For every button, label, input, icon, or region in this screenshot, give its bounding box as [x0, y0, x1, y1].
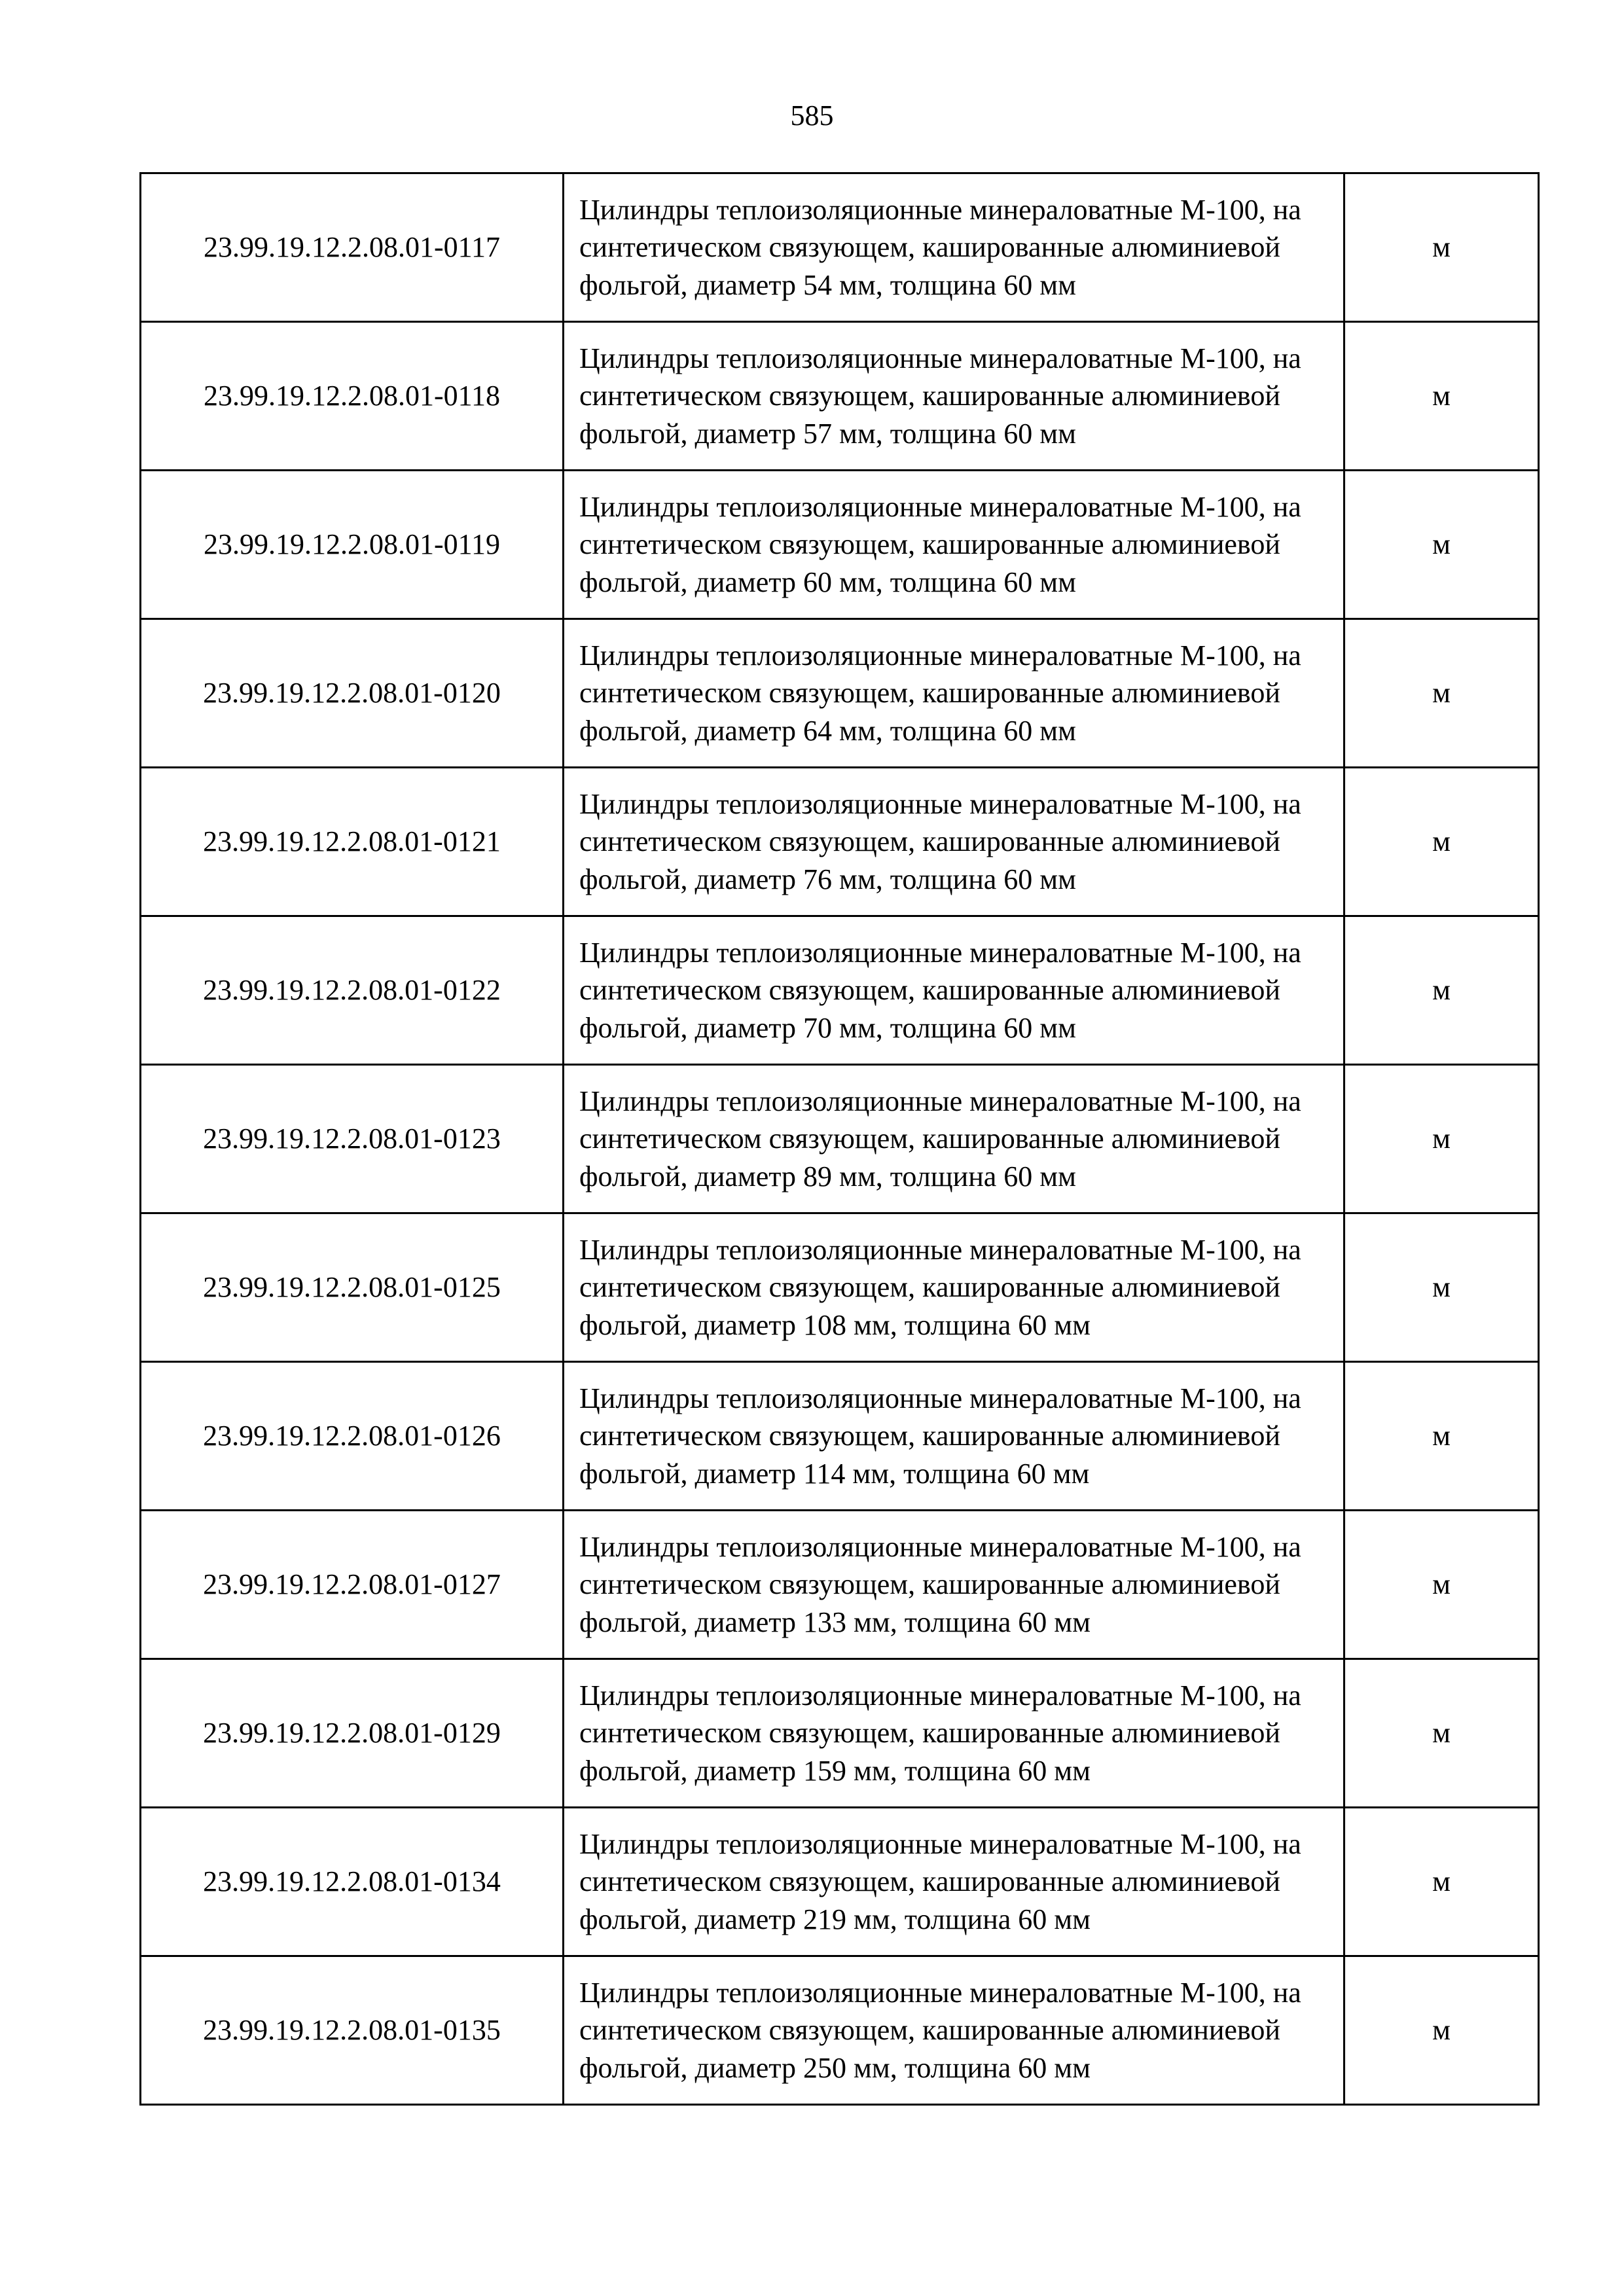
material-description-cell: [564, 1956, 1344, 2105]
material-code-cell: 23.99.19.12.2.08.01-0121: [141, 768, 564, 916]
material-description: Цилиндры теплоизоляционные минераловатные М-100, на синтетическом связующем, кашированные алюминиевой фольгой, диаметр 108 мм, толщина 60 мм: [579, 1233, 1301, 1341]
material-description: Цилиндры теплоизоляционные минераловатные М-100, на синтетическом связующем, кашированные алюминиевой фольгой, диаметр 70 мм, толщина 60 мм: [579, 936, 1301, 1044]
material-description: Цилиндры теплоизоляционные минераловатные М-100, на синтетическом связующем, кашированные алюминиевой фольгой, диаметр 76 мм, толщина 60 мм: [579, 787, 1301, 895]
unit-cell: м: [1344, 1065, 1539, 1213]
material-description-cell: [564, 471, 1344, 619]
table-row: [141, 322, 1539, 471]
table-row: [141, 619, 1539, 768]
unit-cell: м: [1344, 1511, 1539, 1659]
unit-cell: м: [1344, 1808, 1539, 1956]
material-description: Цилиндры теплоизоляционные минераловатные М-100, на синтетическом связующем, кашированные алюминиевой фольгой, диаметр 219 мм, толщина 60 мм: [579, 1827, 1301, 1935]
material-description: Цилиндры теплоизоляционные минераловатные М-100, на синтетическом связующем, кашированные алюминиевой фольгой, диаметр 114 мм, толщина 60 мм: [579, 1382, 1301, 1490]
material-description-cell: [564, 916, 1344, 1065]
unit-cell: м: [1344, 1213, 1539, 1362]
unit-cell: м: [1344, 1362, 1539, 1511]
unit-cell: м: [1344, 322, 1539, 471]
material-code-cell: 23.99.19.12.2.08.01-0118: [141, 322, 564, 471]
page-number: 585: [790, 99, 834, 132]
material-description-cell: [564, 1659, 1344, 1808]
unit-cell: м: [1344, 1956, 1539, 2105]
material-code-cell: 23.99.19.12.2.08.01-0117: [141, 173, 564, 322]
table-row: [141, 768, 1539, 916]
material-code-cell: 23.99.19.12.2.08.01-0129: [141, 1659, 564, 1808]
table-row: [141, 916, 1539, 1065]
material-code-cell: 23.99.19.12.2.08.01-0119: [141, 471, 564, 619]
unit-cell: м: [1344, 173, 1539, 322]
material-description: Цилиндры теплоизоляционные минераловатные М-100, на синтетическом связующем, кашированные алюминиевой фольгой, диаметр 54 мм, толщина 60 мм: [579, 193, 1301, 301]
table-row: [141, 1362, 1539, 1511]
unit-cell: м: [1344, 916, 1539, 1065]
material-description: Цилиндры теплоизоляционные минераловатные М-100, на синтетическом связующем, кашированные алюминиевой фольгой, диаметр 159 мм, толщина 60 мм: [579, 1679, 1301, 1787]
materials-table-body: [141, 173, 1539, 2105]
material-description-cell: [564, 1065, 1344, 1213]
table-row: [141, 1511, 1539, 1659]
material-description-cell: [564, 173, 1344, 322]
unit-cell: м: [1344, 619, 1539, 768]
material-code-cell: 23.99.19.12.2.08.01-0127: [141, 1511, 564, 1659]
material-description: Цилиндры теплоизоляционные минераловатные М-100, на синтетическом связующем, кашированные алюминиевой фольгой, диаметр 60 мм, толщина 60 мм: [579, 490, 1301, 598]
material-description-cell: [564, 1213, 1344, 1362]
table-row: [141, 1808, 1539, 1956]
table-row: [141, 173, 1539, 322]
material-code-cell: 23.99.19.12.2.08.01-0122: [141, 916, 564, 1065]
material-description: Цилиндры теплоизоляционные минераловатные М-100, на синтетическом связующем, кашированные алюминиевой фольгой, диаметр 57 мм, толщина 60 мм: [579, 342, 1301, 450]
unit-cell: м: [1344, 768, 1539, 916]
material-code-cell: 23.99.19.12.2.08.01-0120: [141, 619, 564, 768]
material-description: Цилиндры теплоизоляционные минераловатные М-100, на синтетическом связующем, кашированные алюминиевой фольгой, диаметр 64 мм, толщина 60 мм: [579, 639, 1301, 747]
material-description-cell: [564, 1808, 1344, 1956]
table-row: [141, 1213, 1539, 1362]
material-code-cell: 23.99.19.12.2.08.01-0123: [141, 1065, 564, 1213]
material-description-cell: [564, 322, 1344, 471]
unit-cell: м: [1344, 1659, 1539, 1808]
material-description-cell: [564, 619, 1344, 768]
material-description: Цилиндры теплоизоляционные минераловатные М-100, на синтетическом связующем, кашированные алюминиевой фольгой, диаметр 133 мм, толщина 60 мм: [579, 1530, 1301, 1638]
material-description-cell: [564, 1511, 1344, 1659]
material-description-cell: [564, 768, 1344, 916]
material-code-cell: 23.99.19.12.2.08.01-0126: [141, 1362, 564, 1511]
material-code-cell: 23.99.19.12.2.08.01-0135: [141, 1956, 564, 2105]
material-description: Цилиндры теплоизоляционные минераловатные М-100, на синтетическом связующем, кашированные алюминиевой фольгой, диаметр 250 мм, толщина 60 мм: [579, 1976, 1301, 2084]
material-description-cell: [564, 1362, 1344, 1511]
unit-cell: м: [1344, 471, 1539, 619]
material-code-cell: 23.99.19.12.2.08.01-0134: [141, 1808, 564, 1956]
table-row: [141, 1659, 1539, 1808]
materials-table: [139, 172, 1540, 2106]
material-description: Цилиндры теплоизоляционные минераловатные М-100, на синтетическом связующем, кашированные алюминиевой фольгой, диаметр 89 мм, толщина 60 мм: [579, 1085, 1301, 1193]
table-row: [141, 471, 1539, 619]
table-row: [141, 1065, 1539, 1213]
material-code-cell: 23.99.19.12.2.08.01-0125: [141, 1213, 564, 1362]
table-row: [141, 1956, 1539, 2105]
